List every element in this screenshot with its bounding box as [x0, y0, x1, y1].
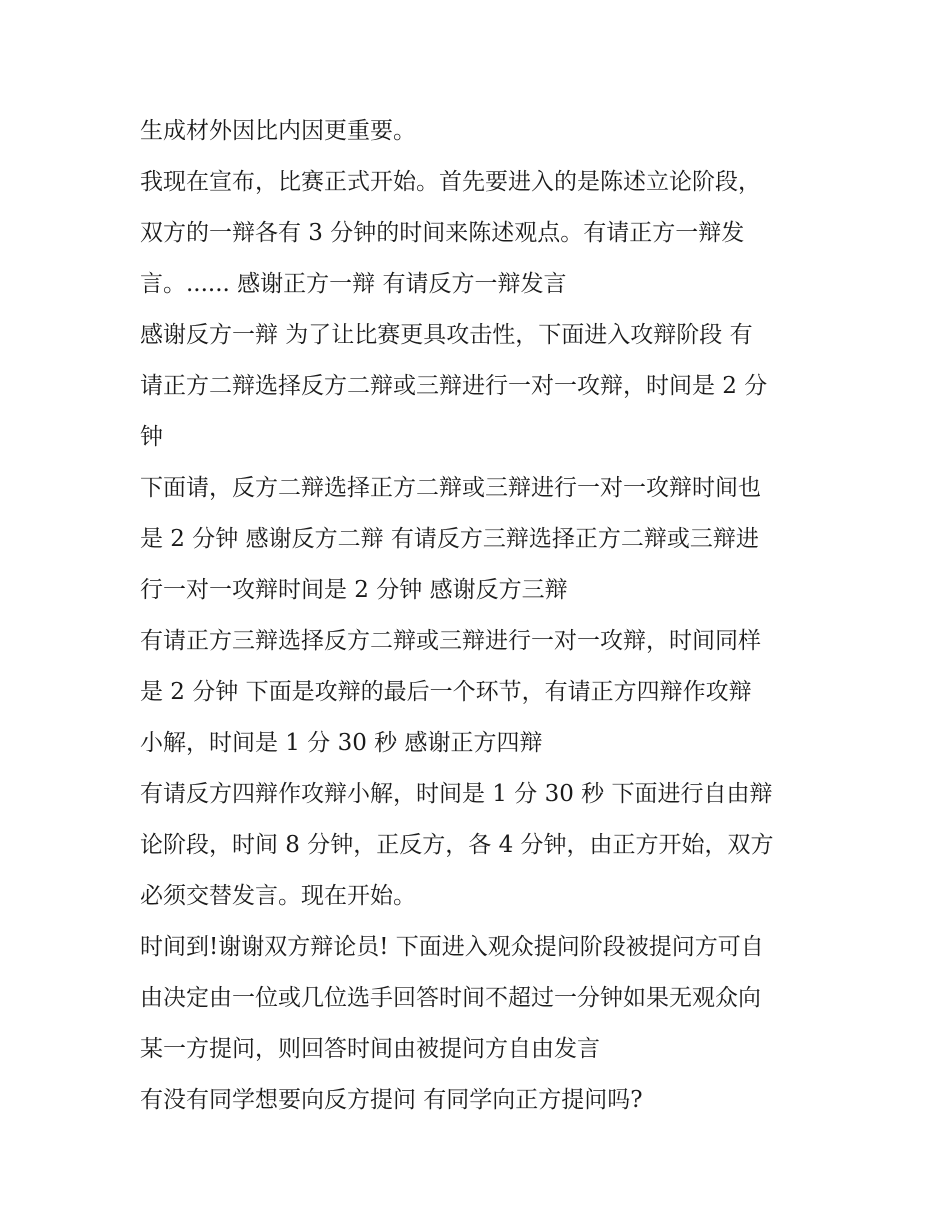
text-line: 有没有同学想要向反方提问 有同学向正方提问吗?: [140, 1087, 643, 1113]
text-line: 必须交替发言。现在开始。: [140, 883, 416, 909]
text-line: 下面请，反方二辩选择正方二辩或三辩进行一对一攻辩时间也: [140, 475, 761, 501]
text-line: 某一方提问，则回答时间由被提问方自由发言: [140, 1036, 600, 1062]
text-line: 双方的一辩各有 3 分钟的时间来陈述观点。有请正方一辩发: [140, 220, 745, 246]
text-line: 时间到!谢谢双方辩论员! 下面进入观众提问阶段被提问方可自: [140, 934, 764, 960]
text-line: 生成材外因比内因更重要。: [140, 118, 416, 144]
text-line: 有请反方四辩作攻辩小解，时间是 1 分 30 秒 下面进行自由辩: [140, 781, 773, 807]
text-line: 小解，时间是 1 分 30 秒 感谢正方四辩: [140, 730, 543, 756]
body-text: [140, 106, 820, 1126]
text-line: 行一对一攻辩时间是 2 分钟 感谢反方三辩: [140, 577, 568, 603]
text-line: 论阶段，时间 8 分钟，正反方，各 4 分钟，由正方开始，双方: [140, 832, 774, 858]
text-line: 言。...... 感谢正方一辩 有请反方一辩发言: [140, 271, 567, 297]
text-line: 钟: [140, 424, 163, 450]
text-line: 是 2 分钟 感谢反方二辩 有请反方三辩选择正方二辩或三辩进: [140, 526, 759, 552]
text-line: 是 2 分钟 下面是攻辩的最后一个环节，有请正方四辩作攻辩: [140, 679, 752, 705]
text-line: 有请正方三辩选择反方二辩或三辩进行一对一攻辩，时间同样: [140, 628, 761, 654]
text-line: 感谢反方一辩 为了让比赛更具攻击性，下面进入攻辩阶段 有: [140, 322, 753, 348]
text-line: 我现在宣布，比赛正式开始。首先要进入的是陈述立论阶段，: [140, 169, 761, 195]
text-line: 请正方二辩选择反方二辩或三辩进行一对一攻辩，时间是 2 分: [140, 373, 768, 399]
text-line: 由决定由一位或几位选手回答时间不超过一分钟如果无观众向: [140, 985, 761, 1011]
